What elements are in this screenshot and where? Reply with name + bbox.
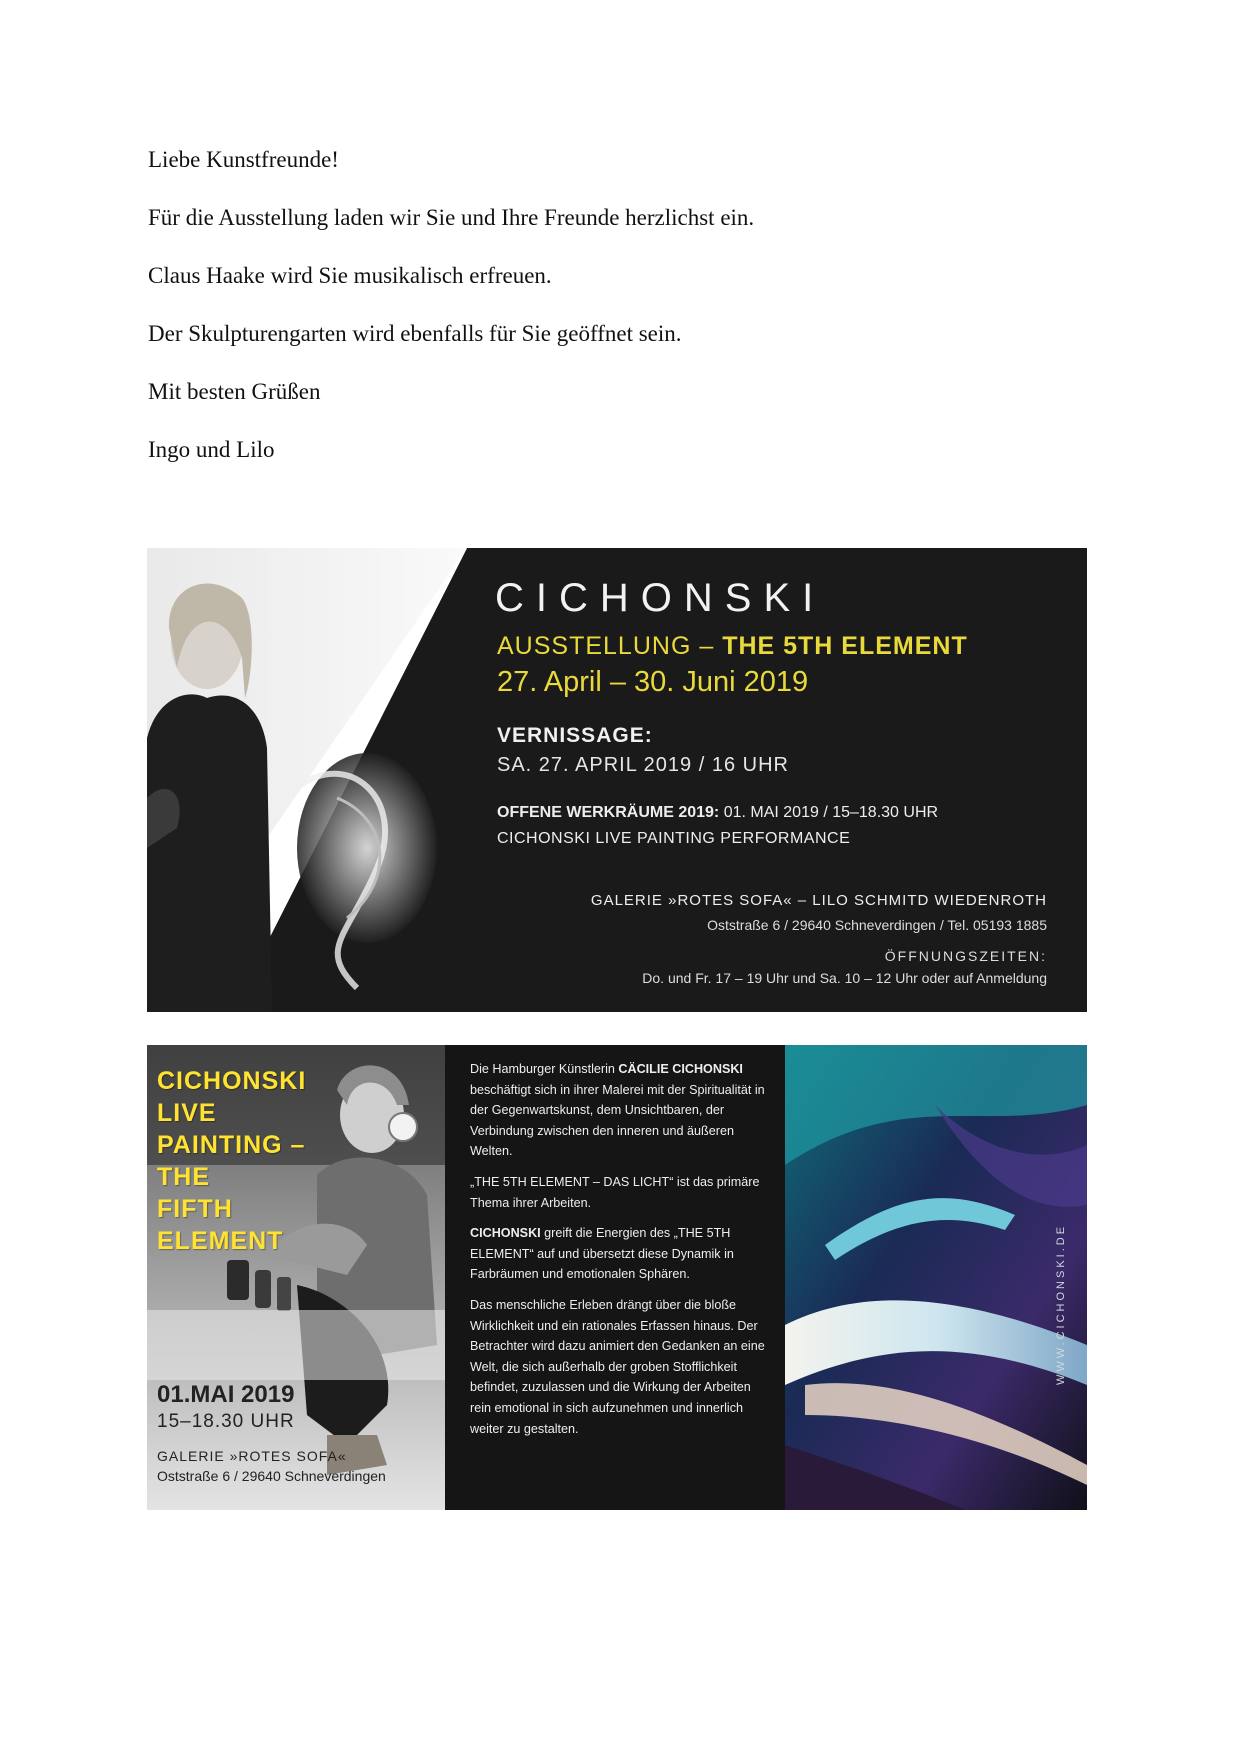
- vernissage-date: SA. 27. APRIL 2019 / 16 UHR: [497, 754, 789, 776]
- description-paragraph: [470, 1223, 775, 1285]
- live-painting-title: [157, 1065, 445, 1257]
- brand-title: CICHONSKI: [495, 576, 826, 620]
- letter-line: Für die Ausstellung laden wir Sie und Ihre Freunde herzlichst ein.: [148, 205, 755, 230]
- artist-name: CICHONSKI: [470, 1226, 541, 1241]
- letter-line: Claus Haake wird Sie musikalisch erfreuen.: [148, 263, 552, 288]
- text: beschäftigt sich in ihrer Malerei mit der Spiritualität in der Gegenwartskunst, dem Unsichtbaren, der Verbindung zwischen den inneren und äußeren Welten.: [470, 1082, 765, 1159]
- exhibition-dates: 27. April – 30. Juni 2019: [497, 666, 809, 698]
- exhibition-headline: [497, 632, 968, 661]
- live-painting-line: CICHONSKI LIVE PAINTING PERFORMANCE: [497, 830, 851, 847]
- gallery-address: Oststraße 6 / 29640 Schneverdingen: [157, 1468, 386, 1484]
- title-line: PAINTING –: [157, 1131, 306, 1159]
- exhibition-flyer: [147, 548, 1087, 1012]
- opening-hours-label: ÖFFNUNGSZEITEN:: [884, 948, 1047, 964]
- text: greift die Energien des „THE 5TH ELEMENT“ auf und übersetzt diese Dynamik in Farbräumen und emotionalen Sphären.: [470, 1226, 734, 1282]
- abstract-painting-image: [785, 1045, 1087, 1510]
- letter-body: [148, 145, 1048, 493]
- letter-line: Der Skulpturengarten wird ebenfalls für Sie geöffnet sein.: [148, 321, 682, 346]
- gallery-name: GALERIE »ROTES SOFA«: [157, 1448, 347, 1464]
- abstract-painting: [785, 1045, 1087, 1510]
- event-date: 01.MAI 2019: [157, 1381, 295, 1408]
- event-time: 15–18.30 UHR: [157, 1411, 295, 1432]
- letter-signature: Ingo und Lilo: [148, 437, 275, 462]
- description-paragraph: [470, 1059, 775, 1162]
- letter-greeting: Liebe Kunstfreunde!: [148, 147, 339, 172]
- title-line: LIVE: [157, 1099, 217, 1127]
- title-line: ELEMENT: [157, 1227, 284, 1255]
- gallery-address: Oststraße 6 / 29640 Schneverdingen / Tel. 05193 1885: [707, 917, 1047, 933]
- title-line: FIFTH: [157, 1195, 233, 1223]
- open-studios-label: OFFENE WERKRÄUME 2019:: [497, 804, 720, 821]
- website-url: WWW.CICHONSKI.DE: [1055, 1223, 1067, 1385]
- description-paragraph: „THE 5TH ELEMENT – DAS LICHT“ ist das primäre Thema ihrer Arbeiten.: [470, 1174, 760, 1210]
- vernissage-label: VERNISSAGE:: [497, 724, 653, 747]
- description-paragraph: Das menschliche Erleben drängt über die bloße Wirklichkeit und ein rationales Erfassen hinaus. Der Betrachter wird dazu animiert den Gedanken an eine Welt, die sich außerhalb der groben Stofflichkeit befindet, zuzulassen und die Wirkung der Arbeiten rein emotional in sich aufzunehmen und innerlich weiter zu gestalten.: [470, 1297, 765, 1436]
- artist-name: CÄCILIE CICHONSKI: [618, 1062, 743, 1076]
- headline-prefix: AUSSTELLUNG –: [497, 632, 723, 660]
- artist-description: [470, 1059, 775, 1449]
- title-line: THE: [157, 1163, 210, 1191]
- gallery-name: GALERIE »ROTES SOFA« – LILO SCHMITD WIEDENROTH: [590, 892, 1047, 909]
- text: Die Hamburger Künstlerin: [470, 1062, 619, 1076]
- painting-photo-panel: [147, 1045, 445, 1510]
- title-line: CICHONSKI: [157, 1067, 307, 1095]
- open-studios: [497, 804, 938, 822]
- headline-title: THE 5TH ELEMENT: [722, 632, 968, 660]
- letter-closing: Mit besten Grüßen: [148, 379, 321, 404]
- opening-hours: Do. und Fr. 17 – 19 Uhr und Sa. 10 – 12 Uhr oder auf Anmeldung: [642, 970, 1047, 986]
- live-painting-flyer: [147, 1045, 1087, 1510]
- artist-description-panel: [445, 1045, 785, 1510]
- open-studios-date: 01. MAI 2019 / 15–18.30 UHR: [719, 804, 939, 821]
